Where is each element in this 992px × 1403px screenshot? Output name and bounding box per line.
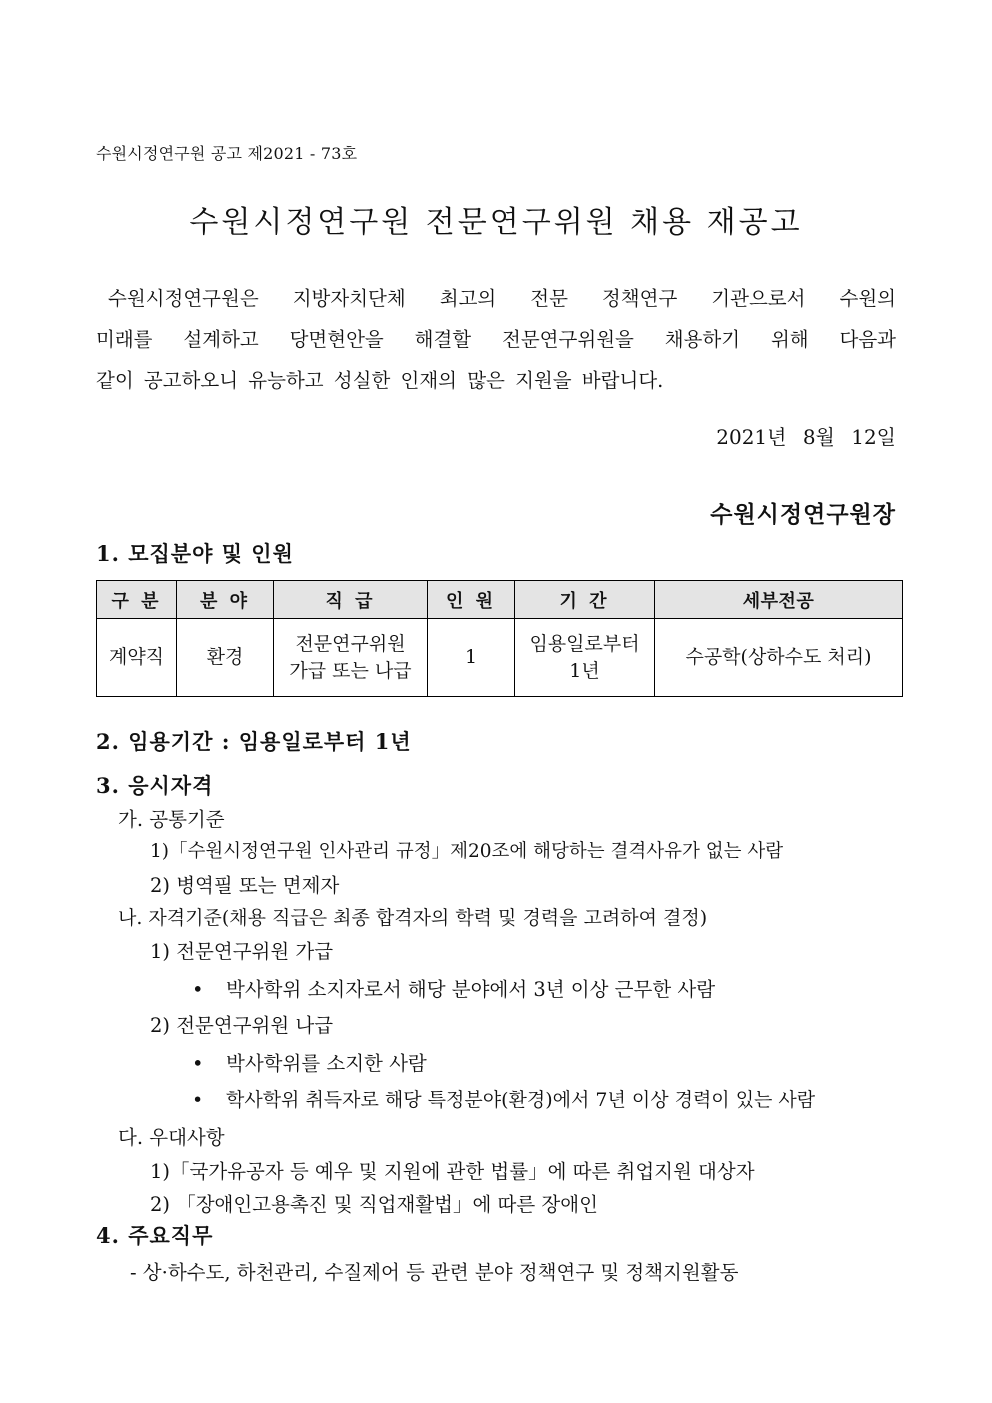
notice-number: 수원시정연구원 공고 제2021 - 73호 [96, 144, 358, 163]
cell-count: 1 [428, 619, 515, 697]
item-text: 2) 「장애인고용촉진 및 직업재활법」에 따른 장애인 [150, 1193, 598, 1216]
table-header-row [97, 581, 903, 619]
bullet-text: 학사학위 취득자로 해당 특정분야(환경)에서 7년 이상 경력이 있는 사람 [226, 1089, 816, 1111]
intro-line: 같이 공고하오니 유능하고 성실한 인재의 많은 지원을 바랍니다. [96, 369, 664, 392]
signer: 수원시정연구원장 [710, 501, 896, 528]
page-title: 수원시정연구원 전문연구위원 채용 재공고 [189, 205, 803, 240]
bullet-text: 박사학위를 소지한 사람 [226, 1052, 427, 1075]
period-line: 1년 [569, 659, 600, 682]
sub-heading-preference: 다. 우대사항 [118, 1126, 225, 1149]
table-header: 구 분 [97, 581, 177, 619]
cell-major: 수공학(상하수도 처리) [655, 619, 903, 697]
bullet-text: 박사학위 소지자로서 해당 분야에서 3년 이상 근무한 사람 [226, 978, 716, 1001]
bullet-icon: • [192, 1089, 204, 1111]
bullet-item [192, 1048, 427, 1076]
table-header: 인 원 [428, 581, 515, 619]
cell-grade [274, 619, 428, 697]
bullet-item [192, 1085, 815, 1112]
duty-item: - 상·하수도, 하천관리, 수질제어 등 관련 분야 정책연구 및 정책지원활동 [130, 1261, 739, 1284]
sub-heading-common: 가. 공통기준 [118, 808, 225, 831]
item-text: 1)「국가유공자 등 예우 및 지원에 관한 법률」에 따른 취업지원 대상자 [150, 1160, 755, 1183]
intro-paragraph [96, 278, 896, 401]
section-heading-qualification: 3. 응시자격 [96, 773, 214, 798]
table-header: 세부전공 [655, 581, 903, 619]
section-heading-recruitment: 1. 모집분야 및 인원 [96, 541, 294, 566]
table-header: 분 야 [177, 581, 274, 619]
grade-line: 가급 또는 나급 [289, 659, 412, 682]
section-heading-duties: 4. 주요직무 [96, 1223, 214, 1248]
cell-field: 환경 [177, 619, 274, 697]
intro-line: 미래를 설계하고 당면현안을 해결할 전문연구위원을 채용하기 위해 다음과 [96, 328, 896, 351]
grade-line: 전문연구위원 [295, 632, 406, 655]
period-line: 임용일로부터 [529, 632, 640, 655]
recruitment-table [96, 580, 903, 697]
bullet-icon: • [192, 978, 204, 1001]
intro-line: 수원시정연구원은 지방자치단체 최고의 전문 정책연구 기관으로서 수원의 [108, 287, 896, 310]
table-header: 기 간 [515, 581, 655, 619]
bullet-item [192, 974, 715, 1002]
table-header: 직 급 [274, 581, 428, 619]
cell-type: 계약직 [97, 619, 177, 697]
item-text: 1) 전문연구위원 가급 [150, 940, 334, 963]
item-text: 1)「수원시정연구원 인사관리 규정」제20조에 해당하는 결격사유가 없는 사람 [150, 841, 784, 862]
sub-heading-criteria: 나. 자격기준(채용 직급은 최종 합격자의 학력 및 경력을 고려하여 결정) [118, 907, 708, 929]
announcement-date: 2021년 8월 12일 [716, 425, 896, 449]
item-text: 2) 전문연구위원 나급 [150, 1014, 334, 1037]
item-text: 2) 병역필 또는 면제자 [150, 874, 340, 897]
cell-period [515, 619, 655, 697]
table-row [97, 619, 903, 697]
section-heading-term: 2. 임용기간 : 임용일로부터 1년 [96, 729, 412, 754]
bullet-icon: • [192, 1052, 204, 1075]
